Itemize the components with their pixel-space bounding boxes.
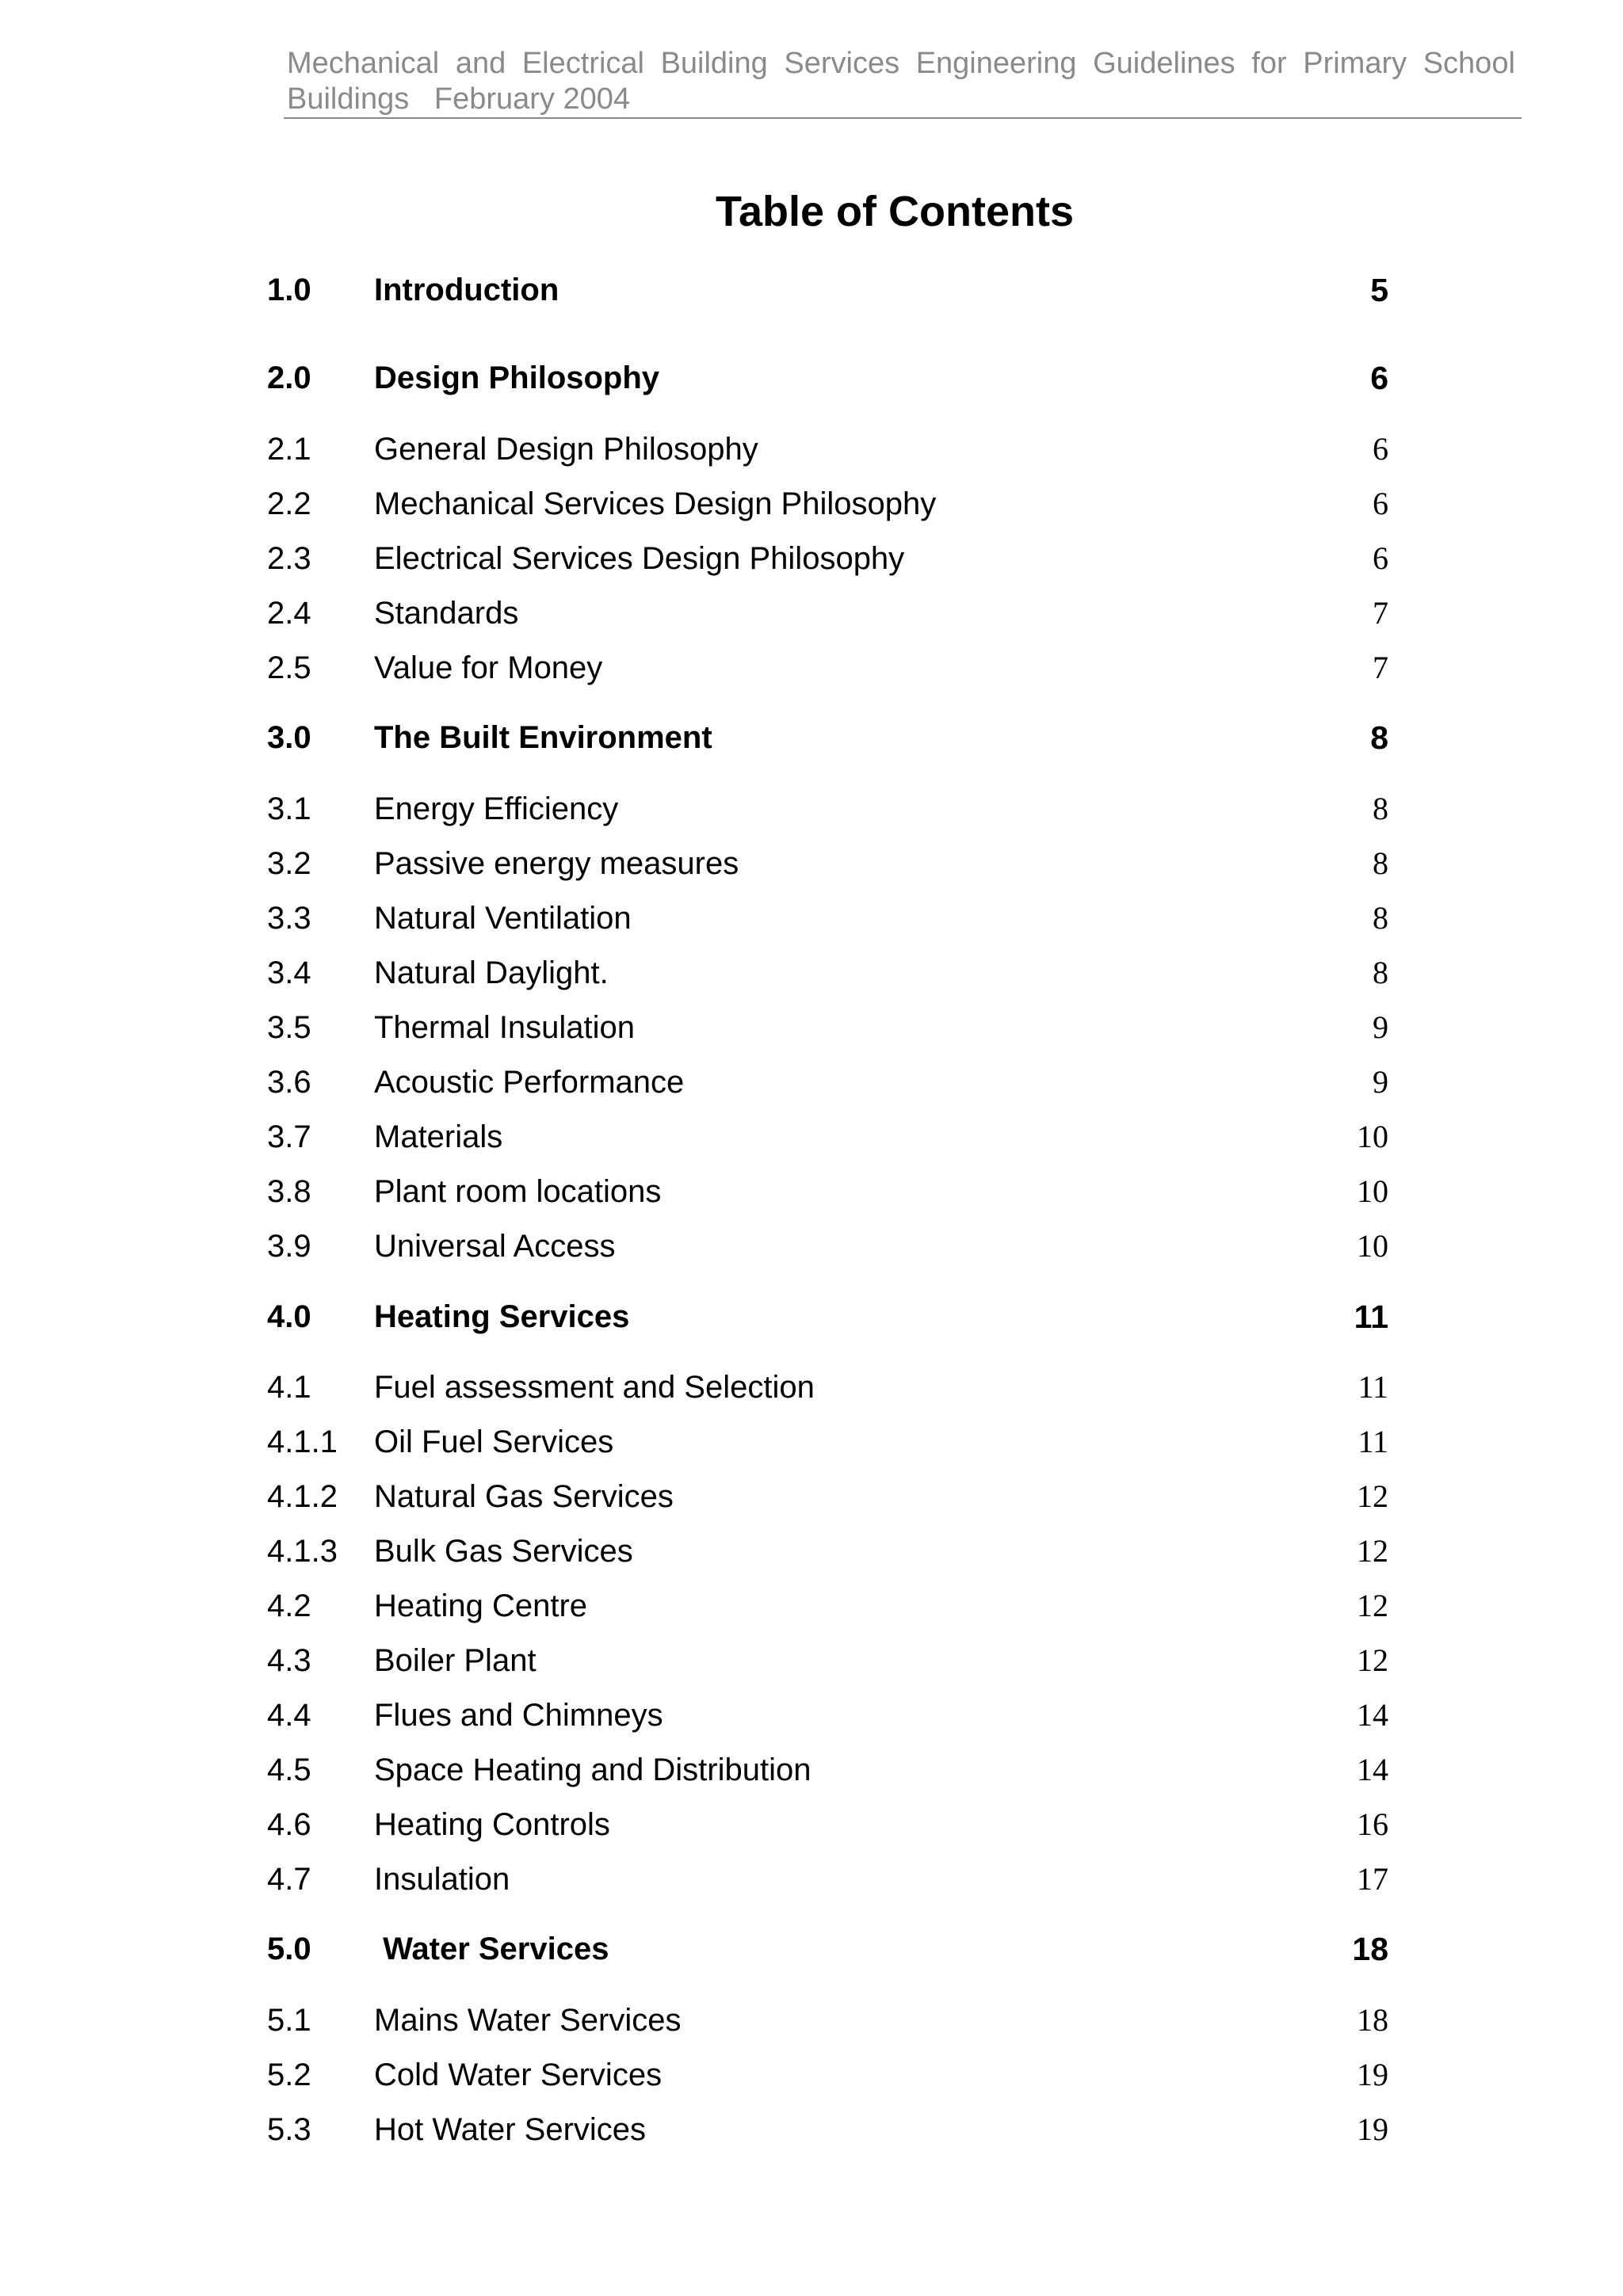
toc-entry-title[interactable]: Heating Services — [374, 1299, 630, 1334]
toc-entry-number: 4.4 — [267, 1698, 311, 1733]
toc-entry-number: 3.9 — [267, 1229, 311, 1264]
toc-entry-page-number: 10 — [1357, 1173, 1388, 1209]
toc-entry[interactable] — [0, 785, 1623, 833]
toc-entry-title[interactable]: Mechanical Services Design Philosophy — [374, 486, 937, 521]
toc-entry-page-number: 12 — [1357, 1642, 1388, 1678]
toc-entry-page-number: 9 — [1373, 1064, 1388, 1100]
toc-entry-title[interactable]: General Design Philosophy — [374, 432, 758, 467]
toc-entry-title[interactable]: Space Heating and Distribution — [374, 1753, 812, 1787]
toc-entry-page-number: 8 — [1373, 791, 1388, 826]
toc-entry-number: 2.5 — [267, 650, 311, 685]
toc-section-heading[interactable] — [0, 714, 1623, 761]
running-header-line1 — [287, 46, 1515, 82]
toc-entry-page-number: 19 — [1357, 2111, 1388, 2147]
toc-entry[interactable] — [0, 840, 1623, 887]
toc-entry-number: 4.5 — [267, 1753, 311, 1787]
header-divider — [284, 117, 1522, 119]
toc-entry-title[interactable]: Water Services — [374, 1932, 609, 1966]
toc-entry-title[interactable]: Boiler Plant — [374, 1643, 537, 1678]
toc-entry-number: 4.0 — [267, 1299, 311, 1334]
toc-entry-page-number: 12 — [1357, 1533, 1388, 1569]
toc-entry-title[interactable]: Electrical Services Design Philosophy — [374, 541, 905, 576]
toc-entry[interactable] — [0, 1691, 1623, 1739]
toc-entry-number: 4.1.2 — [267, 1479, 338, 1514]
toc-entry-number: 2.2 — [267, 486, 311, 521]
toc-entry-page-number: 18 — [1352, 1931, 1388, 1967]
toc-entry-title[interactable]: Oil Fuel Services — [374, 1425, 614, 1459]
toc-entry-number: 3.1 — [267, 791, 311, 826]
toc-entry-page-number: 11 — [1354, 1299, 1388, 1335]
toc-entry-number: 3.7 — [267, 1119, 311, 1154]
running-header-line2: Buildings February 2004 — [287, 82, 631, 116]
toc-entry-number: 5.2 — [267, 2058, 311, 2092]
toc-entry-page-number: 18 — [1357, 2002, 1388, 2038]
toc-entry-number: 4.7 — [267, 1862, 311, 1897]
toc-entry-title[interactable]: Thermal Insulation — [374, 1010, 636, 1045]
toc-entry-number: 5.3 — [267, 2112, 311, 2147]
toc-entry-number: 4.1.1 — [267, 1425, 338, 1459]
toc-entry-page-number: 6 — [1373, 540, 1388, 576]
toc-entry-title[interactable]: Heating Controls — [374, 1807, 610, 1842]
header-word: School — [1423, 47, 1515, 80]
toc-entry-number: 2.0 — [267, 360, 311, 395]
toc-entry-title[interactable]: Passive energy measures — [374, 846, 739, 881]
header-word: Services — [784, 47, 900, 80]
toc-entry-title[interactable]: Mains Water Services — [374, 2003, 682, 2038]
toc-entry[interactable] — [0, 1473, 1623, 1520]
toc-entry-page-number: 8 — [1370, 719, 1388, 756]
toc-entry-page-number: 9 — [1373, 1009, 1388, 1045]
toc-section-heading[interactable] — [0, 266, 1623, 314]
toc-entry-title[interactable]: Cold Water Services — [374, 2058, 663, 2092]
toc-entry-page-number: 12 — [1357, 1478, 1388, 1514]
toc-entry-page-number: 19 — [1357, 2057, 1388, 2092]
toc-entry-title[interactable]: Natural Ventilation — [374, 901, 632, 936]
header-word: Primary — [1303, 47, 1407, 80]
toc-entry-number: 2.1 — [267, 432, 311, 467]
toc-entry-title[interactable]: Acoustic Performance — [374, 1065, 685, 1100]
toc-entry-title[interactable]: Heating Centre — [374, 1589, 588, 1623]
toc-entry-number: 4.1.3 — [267, 1534, 338, 1569]
toc-entry[interactable] — [0, 1418, 1623, 1466]
toc-entry[interactable] — [0, 894, 1623, 942]
toc-entry-number: 4.1 — [267, 1370, 311, 1405]
toc-entry-title[interactable]: Universal Access — [374, 1229, 616, 1264]
toc-entry-title[interactable]: Design Philosophy — [374, 360, 660, 395]
toc-entry-number: 1.0 — [267, 273, 311, 307]
toc-entry[interactable] — [0, 1058, 1623, 1106]
toc-entry-number: 3.8 — [267, 1174, 311, 1209]
toc-entry[interactable] — [0, 2051, 1623, 2099]
toc-section-heading[interactable] — [0, 1925, 1623, 1973]
toc-entry-title[interactable]: Energy Efficiency — [374, 791, 619, 826]
toc-entry-page-number: 6 — [1373, 486, 1388, 521]
toc-entry-title[interactable]: Introduction — [374, 273, 559, 307]
toc-entry-page-number: 10 — [1357, 1119, 1388, 1154]
toc-entry-number: 4.3 — [267, 1643, 311, 1678]
toc-entry-page-number: 7 — [1373, 650, 1388, 685]
toc-entry[interactable] — [0, 1855, 1623, 1903]
toc-entry[interactable] — [0, 535, 1623, 582]
toc-entry[interactable] — [0, 1363, 1623, 1411]
toc-entry-title[interactable]: Natural Gas Services — [374, 1479, 674, 1514]
running-header — [287, 46, 1515, 117]
toc-entry-title[interactable]: Fuel assessment and Selection — [374, 1370, 815, 1405]
toc-entry[interactable] — [0, 480, 1623, 528]
toc-entry-page-number: 10 — [1357, 1228, 1388, 1264]
toc-entry-number: 3.0 — [267, 720, 311, 755]
toc-entry[interactable] — [0, 949, 1623, 997]
toc-entry[interactable] — [0, 644, 1623, 692]
toc-entry-page-number: 12 — [1357, 1588, 1388, 1623]
toc-entry-page-number: 14 — [1357, 1697, 1388, 1733]
toc-entry-number: 4.6 — [267, 1807, 311, 1842]
page-title: Table of Contents — [716, 188, 1074, 235]
toc-entry-number: 2.4 — [267, 596, 311, 631]
toc-entry[interactable] — [0, 1113, 1623, 1161]
toc-entry-page-number: 8 — [1373, 845, 1388, 881]
toc-entry[interactable] — [0, 2106, 1623, 2153]
toc-entry-page-number: 5 — [1370, 272, 1388, 308]
header-word: Guidelines — [1093, 47, 1235, 80]
toc-entry[interactable] — [0, 1168, 1623, 1215]
header-word: Building — [660, 47, 768, 80]
header-word: and — [455, 47, 506, 80]
toc-entry-title[interactable]: Materials — [374, 1119, 503, 1154]
toc-entry-page-number: 16 — [1357, 1806, 1388, 1842]
toc-entry-page-number: 7 — [1373, 595, 1388, 631]
toc-entry[interactable] — [0, 1637, 1623, 1684]
header-word: Mechanical — [287, 47, 440, 80]
toc-entry[interactable] — [0, 1746, 1623, 1794]
toc-entry-title[interactable]: Hot Water Services — [374, 2112, 647, 2147]
toc-entry-number: 3.3 — [267, 901, 311, 936]
toc-entry-number: 3.5 — [267, 1010, 311, 1045]
toc-entry-number: 2.3 — [267, 541, 311, 576]
toc-entry-number: 3.2 — [267, 846, 311, 881]
toc-entry-page-number: 6 — [1370, 360, 1388, 396]
toc-entry[interactable] — [0, 1582, 1623, 1630]
toc-entry-page-number: 8 — [1373, 955, 1388, 990]
toc-entry-number: 3.4 — [267, 955, 311, 990]
toc-entry[interactable] — [0, 1222, 1623, 1270]
toc-entry-number: 4.2 — [267, 1589, 311, 1623]
toc-entry-page-number: 14 — [1357, 1752, 1388, 1787]
toc-entry-page-number: 11 — [1358, 1424, 1388, 1459]
header-word: for — [1251, 47, 1287, 80]
toc-entry-title[interactable]: Natural Daylight. — [374, 955, 609, 990]
toc-entry[interactable] — [0, 425, 1623, 473]
toc-entry-title[interactable]: Value for Money — [374, 650, 603, 685]
toc-entry-page-number: 17 — [1357, 1861, 1388, 1897]
toc-entry-title[interactable]: Bulk Gas Services — [374, 1534, 633, 1569]
toc-entry[interactable] — [0, 1004, 1623, 1051]
toc-entry-title[interactable]: Insulation — [374, 1862, 510, 1897]
header-word: Engineering — [915, 47, 1077, 80]
toc-section-heading[interactable] — [0, 354, 1623, 402]
toc-entry-page-number: 6 — [1373, 431, 1388, 467]
toc-entry-number: 3.6 — [267, 1065, 311, 1100]
toc-entry-number: 5.0 — [267, 1932, 311, 1966]
toc-entry-page-number: 8 — [1373, 900, 1388, 936]
toc-entry-page-number: 11 — [1358, 1369, 1388, 1405]
toc-entry[interactable] — [0, 589, 1623, 637]
toc-entry-number: 5.1 — [267, 2003, 311, 2038]
header-word: Electrical — [521, 47, 644, 80]
toc-entry[interactable] — [0, 1527, 1623, 1575]
toc-entry-title[interactable]: Flues and Chimneys — [374, 1698, 663, 1733]
toc-entry-title[interactable]: Standards — [374, 596, 519, 631]
toc-entry[interactable] — [0, 1801, 1623, 1848]
toc-entry-title[interactable]: The Built Environment — [374, 720, 712, 755]
toc-entry[interactable] — [0, 1997, 1623, 2044]
toc-section-heading[interactable] — [0, 1293, 1623, 1341]
toc-entry-title[interactable]: Plant room locations — [374, 1174, 662, 1209]
